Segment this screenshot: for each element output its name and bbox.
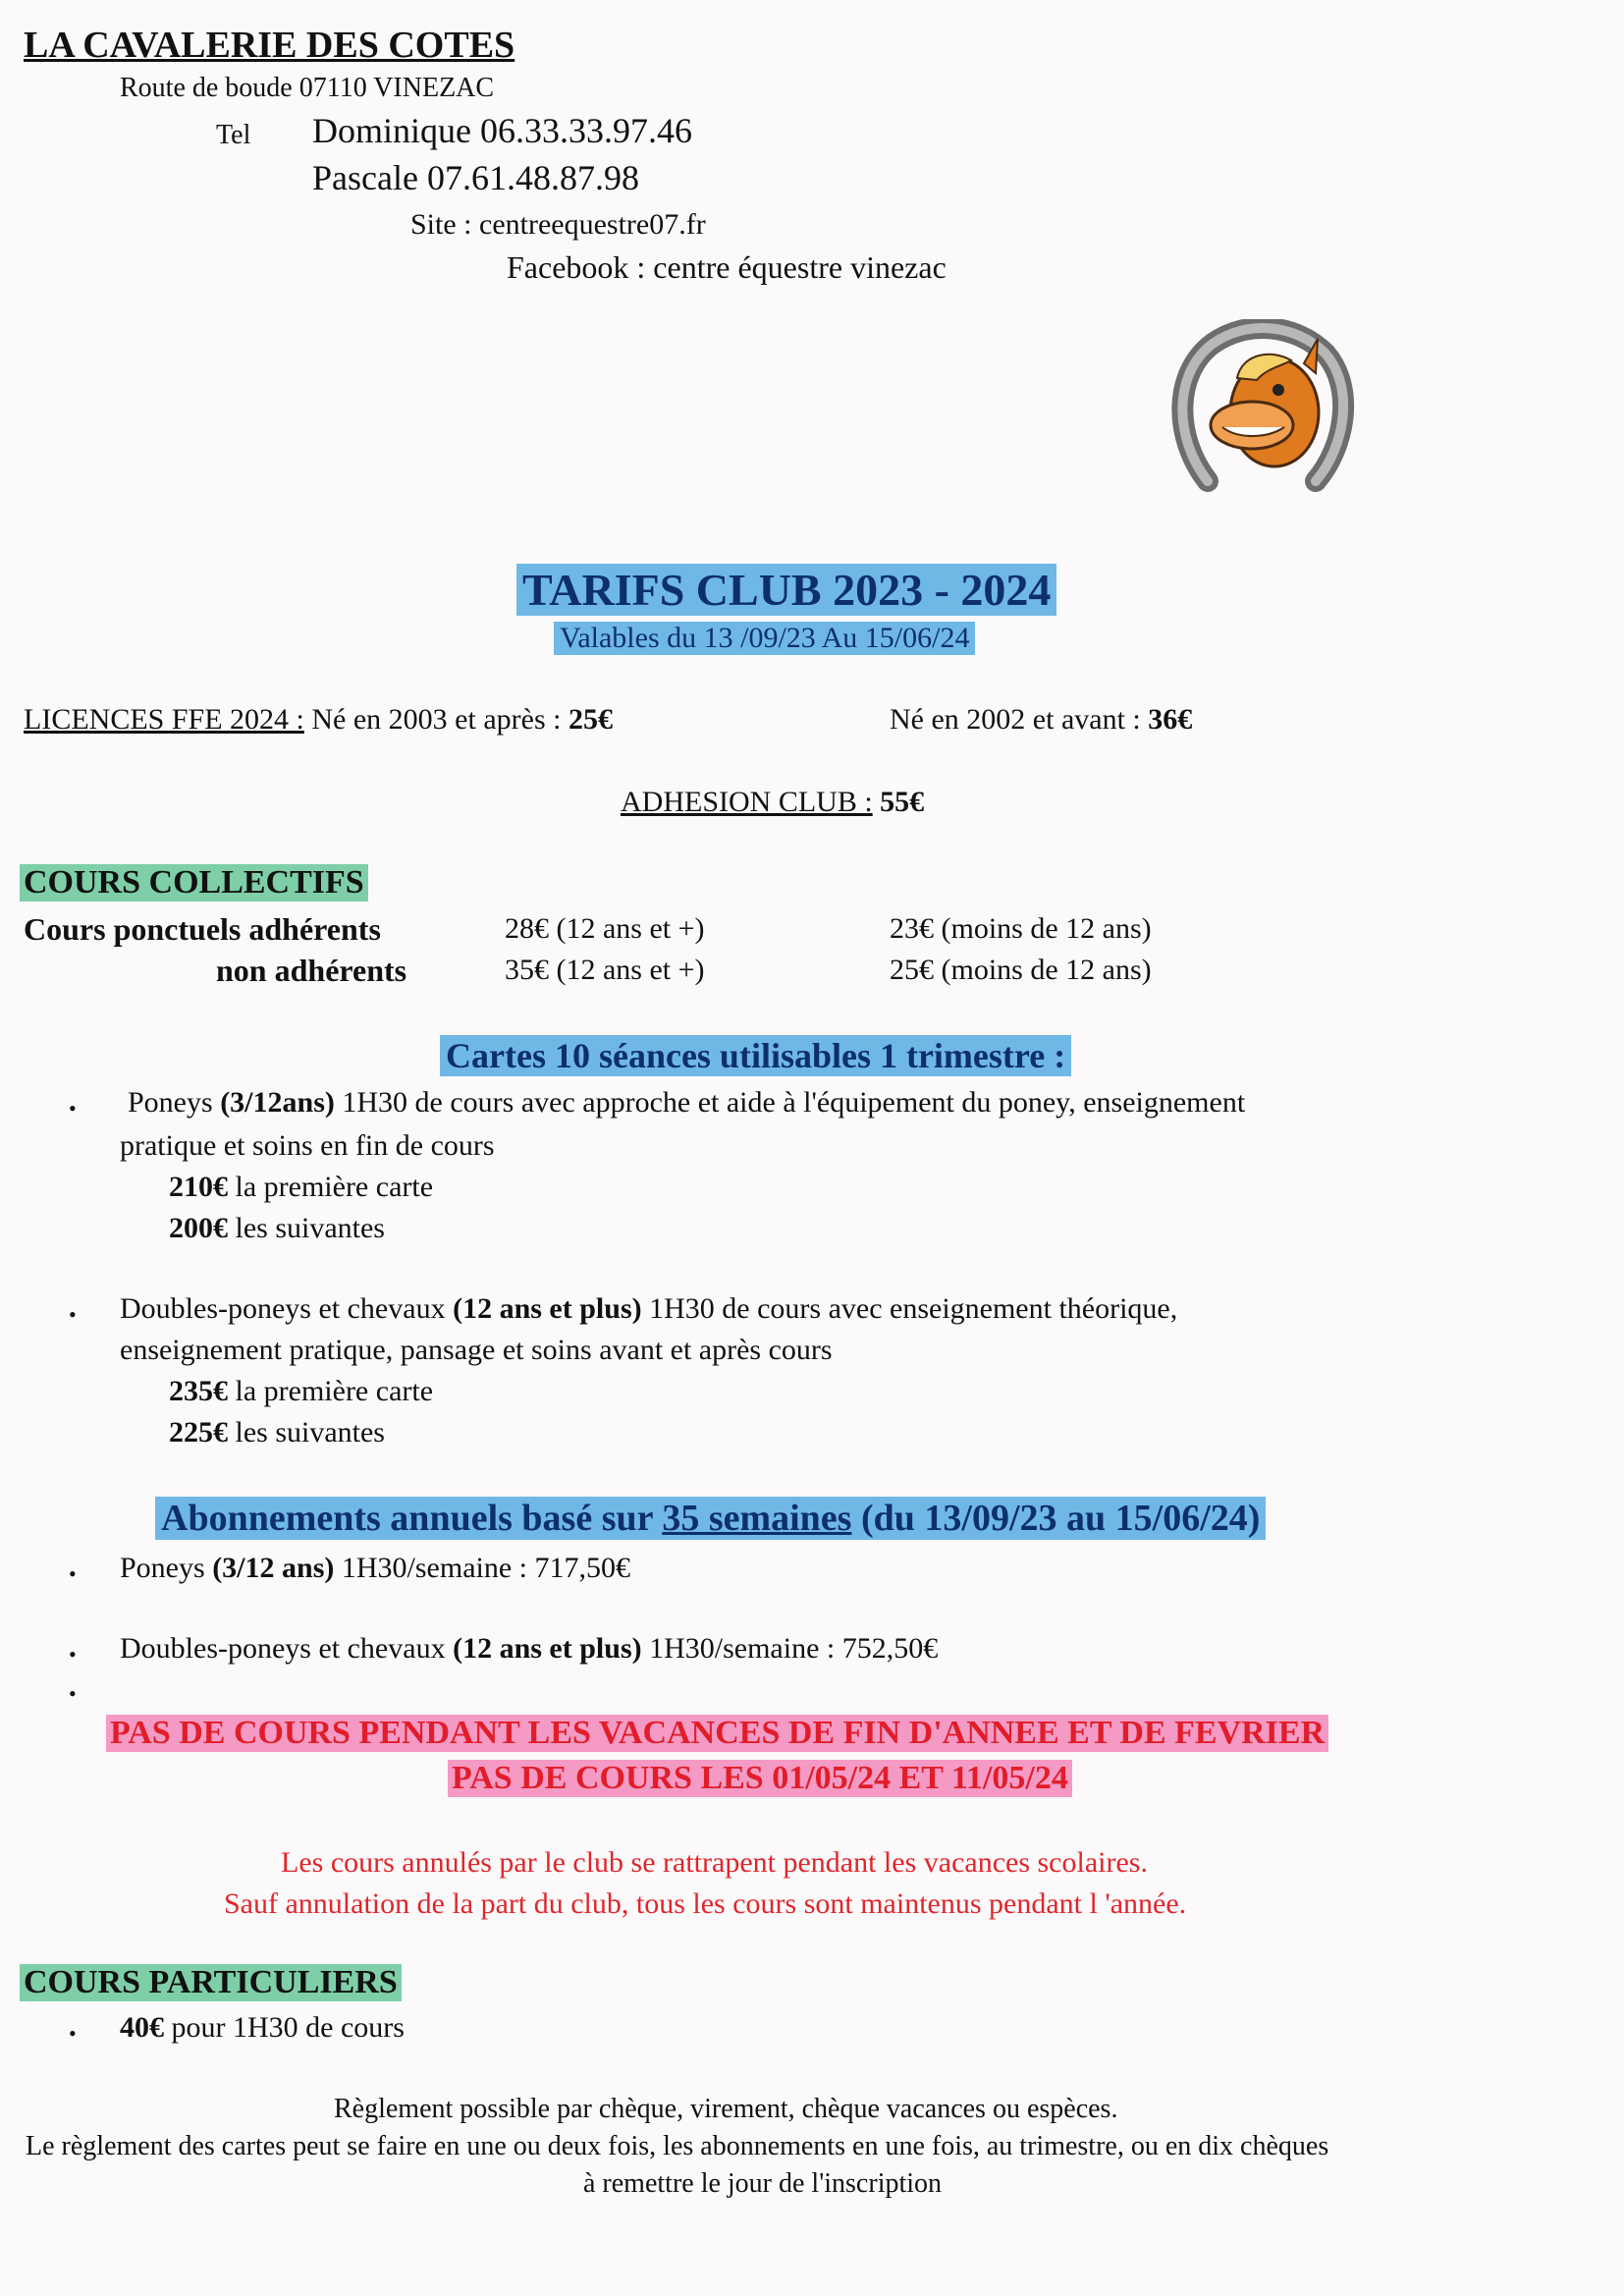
collectifs-row1-label: Cours ponctuels adhérents bbox=[24, 911, 381, 947]
website: Site : centreequestre07.fr bbox=[410, 208, 706, 241]
club-name: LA CAVALERIE DES COTES bbox=[24, 25, 515, 66]
phone-pascale: Pascale 07.61.48.87.98 bbox=[312, 158, 639, 197]
club-address: Route de boude 07110 VINEZAC bbox=[120, 73, 495, 103]
cartes-poneys-age: (3/12ans) bbox=[220, 1086, 335, 1119]
footer-payment-terms: Le règlement des cartes peut se faire en une ou deux fois, les abonnements en une fois, au trimestre, ou en dix chèques bbox=[26, 2131, 1329, 2161]
bullet: • bbox=[69, 1642, 77, 1667]
abonnements-poneys-name: Poneys bbox=[120, 1552, 213, 1584]
footer-registration: à remettre le jour de l'inscription bbox=[583, 2168, 943, 2199]
notice-no-classes-holidays: PAS DE COURS PENDANT LES VACANCES DE FIN D'ANNEE ET DE FEVRIER bbox=[106, 1715, 1328, 1752]
particuliers-price-value: 40€ bbox=[120, 2011, 164, 2044]
adhesion-label: ADHESION CLUB : bbox=[621, 786, 873, 818]
info-cancelled-classes: Les cours annulés par le club se rattrapent pendant les vacances scolaires. bbox=[281, 1846, 1148, 1879]
notice-no-classes-dates: PAS DE COURS LES 01/05/24 ET 11/05/24 bbox=[448, 1760, 1072, 1797]
cartes-poneys-desc1: 1H30 de cours avec approche et aide à l'équipement du poney, enseignement bbox=[334, 1086, 1246, 1119]
particuliers-price-text: pour 1H30 de cours bbox=[164, 2011, 405, 2044]
cartes-poneys-price-first-text: la première carte bbox=[228, 1171, 434, 1203]
cartes-chevaux-price-first-text: la première carte bbox=[228, 1375, 434, 1407]
facebook: Facebook : centre équestre vinezac bbox=[507, 249, 947, 285]
cartes-chevaux-line2: enseignement pratique, pansage et soins avant et après cours bbox=[120, 1334, 833, 1366]
abonnements-heading bbox=[155, 1497, 1266, 1540]
cartes-chevaux-name: Doubles-poneys et chevaux bbox=[120, 1292, 454, 1325]
cartes-poneys-price-first bbox=[169, 1171, 433, 1204]
cartes-poneys-price-next-value: 200€ bbox=[169, 1212, 228, 1244]
particuliers-heading: COURS PARTICULIERS bbox=[20, 1964, 402, 2001]
tarifs-title: TARIFS CLUB 2023 - 2024 bbox=[516, 564, 1056, 616]
abonnements-heading-end: (du 13/09/23 au 15/06/24) bbox=[851, 1498, 1261, 1539]
licences-young bbox=[24, 703, 613, 737]
cartes-chevaux-price-next-text: les suivantes bbox=[228, 1416, 385, 1449]
bullet: • bbox=[69, 2021, 77, 2046]
horseshoe-horse-logo-icon bbox=[1168, 319, 1355, 496]
licences-old-price: 36€ bbox=[1148, 703, 1193, 736]
particuliers-price bbox=[120, 2011, 405, 2045]
adhesion-club bbox=[621, 786, 924, 819]
collectifs-row2-child: 25€ (moins de 12 ans) bbox=[890, 954, 1152, 986]
adhesion-price: 55€ bbox=[880, 786, 925, 818]
bullet: • bbox=[69, 1681, 77, 1706]
cartes-chevaux-price-next bbox=[169, 1416, 385, 1449]
bullet: • bbox=[69, 1561, 77, 1586]
cartes-poneys-line2: pratique et soins en fin de cours bbox=[120, 1129, 495, 1162]
cartes-chevaux-line1 bbox=[120, 1292, 1177, 1326]
collectifs-row1-child: 23€ (moins de 12 ans) bbox=[890, 912, 1152, 945]
bullet: • bbox=[69, 1096, 77, 1121]
abonnements-chevaux-name: Doubles-poneys et chevaux bbox=[120, 1632, 454, 1665]
abonnements-chevaux bbox=[120, 1632, 938, 1666]
cartes-chevaux-desc1: 1H30 de cours avec enseignement théorique, bbox=[641, 1292, 1178, 1325]
abonnements-heading-start: Abonnements annuels basé sur bbox=[161, 1498, 663, 1539]
collectifs-row2-label: non adhérents bbox=[216, 953, 407, 988]
cartes-chevaux-price-first-value: 235€ bbox=[169, 1375, 228, 1407]
abonnements-poneys-age: (3/12 ans) bbox=[212, 1552, 335, 1584]
footer-payment-methods: Règlement possible par chèque, virement, chèque vacances ou espèces. bbox=[334, 2094, 1118, 2124]
collectifs-heading: COURS COLLECTIFS bbox=[20, 864, 368, 902]
abonnements-chevaux-text: 1H30/semaine : 752,50€ bbox=[641, 1632, 939, 1665]
abonnements-chevaux-age: (12 ans et plus) bbox=[453, 1632, 642, 1665]
cartes-poneys-price-first-value: 210€ bbox=[169, 1171, 228, 1203]
licences-young-text: Né en 2003 et après : bbox=[303, 703, 568, 736]
collectifs-row1-adult: 28€ (12 ans et +) bbox=[505, 912, 705, 945]
phone-dominique: Dominique 06.33.33.97.46 bbox=[312, 111, 692, 150]
collectifs-row2-adult: 35€ (12 ans et +) bbox=[505, 954, 705, 986]
cartes-chevaux-price-first bbox=[169, 1375, 433, 1408]
abonnements-poneys-text: 1H30/semaine : 717,50€ bbox=[334, 1552, 631, 1584]
licences-young-price: 25€ bbox=[568, 703, 613, 736]
cartes-chevaux-age: (12 ans et plus) bbox=[453, 1292, 642, 1325]
licences-label: LICENCES FFE 2024 : bbox=[24, 703, 304, 736]
cartes-chevaux-price-next-value: 225€ bbox=[169, 1416, 228, 1449]
licences-old bbox=[890, 703, 1192, 737]
tel-label: Tel bbox=[216, 120, 251, 150]
cartes-poneys-name: Poneys bbox=[128, 1086, 221, 1119]
cartes-poneys-price-next bbox=[169, 1212, 385, 1245]
cartes-poneys-price-next-text: les suivantes bbox=[228, 1212, 385, 1244]
cartes-heading: Cartes 10 séances utilisables 1 trimestre : bbox=[440, 1035, 1071, 1076]
info-classes-maintained: Sauf annulation de la part du club, tous les cours sont maintenus pendant l 'année. bbox=[224, 1887, 1187, 1920]
cartes-poneys-line1 bbox=[128, 1086, 1245, 1120]
abonnements-heading-weeks: 35 semaines bbox=[662, 1498, 852, 1539]
bullet: • bbox=[69, 1302, 77, 1327]
licences-old-text: Né en 2002 et avant : bbox=[890, 703, 1149, 736]
abonnements-poneys bbox=[120, 1552, 630, 1585]
validity-dates: Valables du 13 /09/23 Au 15/06/24 bbox=[554, 622, 975, 655]
